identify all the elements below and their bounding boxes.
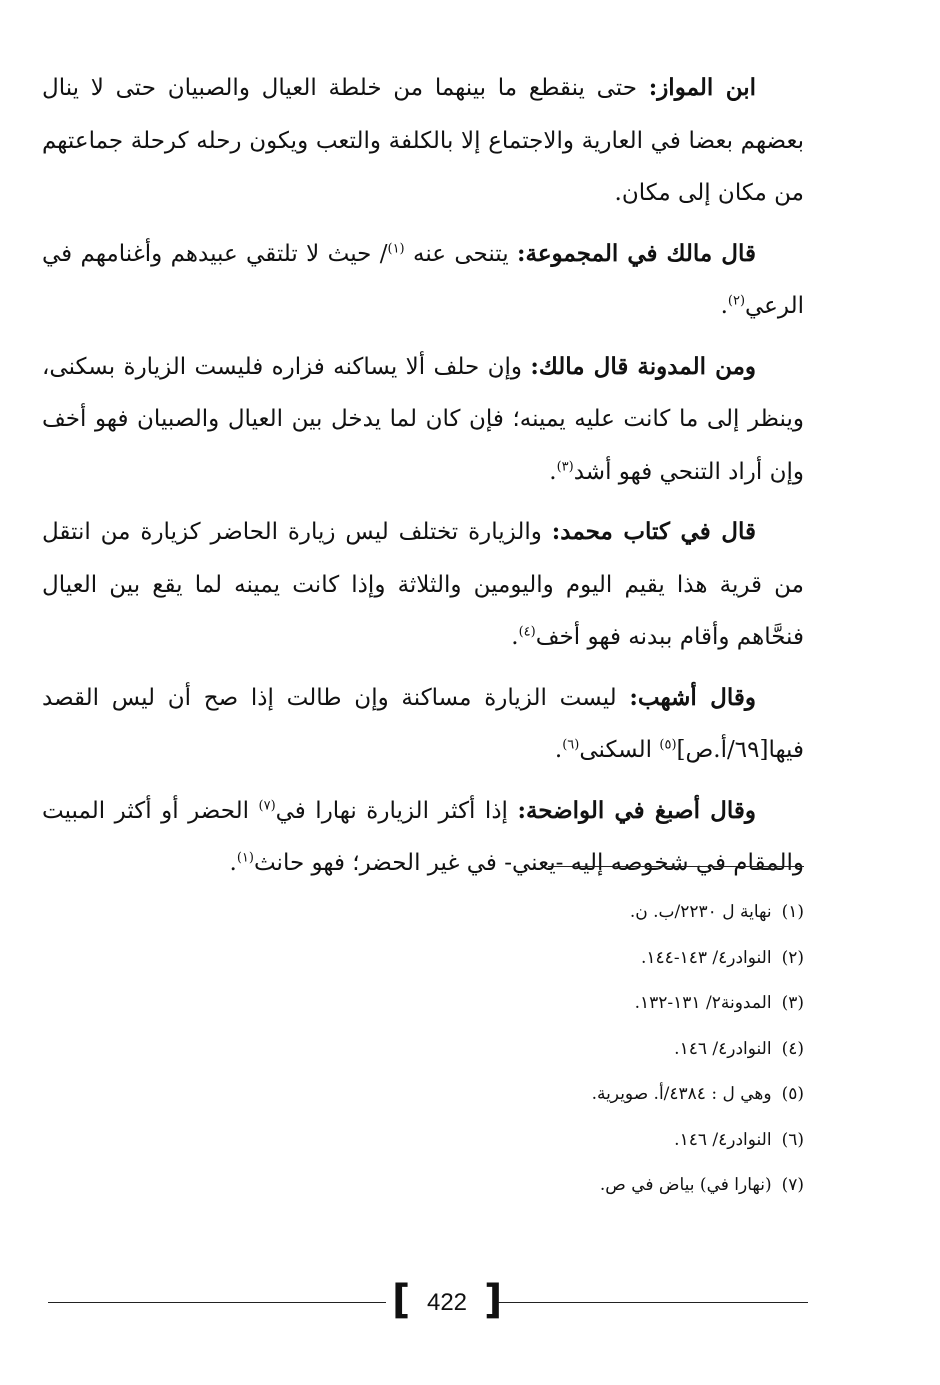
footnote-ref[interactable]: (١) bbox=[387, 240, 405, 256]
footnote-text: النوادر٤/ ١٤٦. bbox=[674, 1038, 772, 1059]
footer-rule-left bbox=[48, 1302, 386, 1303]
footnote-number: (٧) bbox=[781, 1175, 804, 1195]
paragraph-tail: . bbox=[229, 850, 237, 876]
paragraph-text: السكنى bbox=[579, 737, 660, 763]
footnote-item bbox=[42, 941, 804, 987]
footnote-item bbox=[42, 1123, 804, 1169]
footnote-ref[interactable]: (٣) bbox=[556, 458, 574, 474]
footnote-text: وهي ل : ٤٣٨٤/أ. صويرية. bbox=[591, 1084, 772, 1104]
paragraph-text: إذا أكثر الزيارة نهارا في bbox=[275, 797, 508, 824]
body-text bbox=[42, 62, 804, 898]
footnote-number: (٣) bbox=[781, 993, 804, 1013]
footnote-text: نهاية ل ٢٢٣٠/ب. ن. bbox=[629, 902, 772, 922]
footnote-ref[interactable]: (٢) bbox=[727, 293, 746, 309]
paragraph-lead: قال مالك في المجموعة: bbox=[517, 239, 757, 267]
paragraph-text: ليست الزيارة مساكنة وإن طالت إذا صح أن ليس القصد فيها[٦٩/أ.ص] bbox=[42, 684, 804, 763]
paragraph-asbagh bbox=[42, 785, 804, 890]
paragraph-lead: قال في كتاب محمد: bbox=[551, 518, 757, 545]
paragraph-ibn-al-mawwaz bbox=[42, 62, 804, 220]
paragraph-tail: . bbox=[720, 293, 728, 319]
footnote-number: (١) bbox=[781, 902, 804, 922]
footnote-number: (٢) bbox=[781, 947, 804, 968]
page-number: 422 bbox=[426, 1289, 468, 1316]
footnote-text: النوادر٤/ ١٤٦. bbox=[674, 1129, 772, 1150]
paragraph-tail: . bbox=[554, 737, 563, 763]
paragraph-text: والزيارة تختلف ليس زيارة الحاضر كزيارة من انتقل من قرية هذا يقيم اليوم واليومين والثلاثة وإذا كانت يمينه لما يقع بين العيال فنحَّاهم وأقام ببدنه فهو أخف bbox=[42, 519, 804, 650]
paragraph-text: يتنحى عنه bbox=[412, 240, 509, 267]
paragraph-mudawwana bbox=[42, 341, 804, 499]
footnote-ref[interactable]: (٦) bbox=[562, 737, 580, 753]
footnote-text: النوادر٤/ ١٤٣-١٤٤. bbox=[641, 947, 772, 968]
paragraph-tail: . bbox=[511, 624, 519, 650]
footnote-item bbox=[42, 1168, 804, 1214]
footer-bracket-open: [ bbox=[392, 1277, 411, 1323]
paragraph-kitab-muhammad bbox=[42, 506, 804, 664]
footnote-item bbox=[42, 986, 804, 1032]
paragraph-text: / حيث لا تلتقي عبيدهم وأغنامهم في الرعي bbox=[42, 240, 804, 319]
footnote-item bbox=[42, 1077, 804, 1123]
footnote-ref[interactable]: (١) bbox=[236, 850, 254, 866]
footnote-ref[interactable]: (٧) bbox=[258, 797, 276, 813]
paragraph-text: حتى ينقطع ما بينهما من خلطة العيال والصبيان حتى لا ينال بعضهم بعضا في العارية والاجتماع إلا بالكلفة والتعب ويكون رحله كرحلة جماعتهم من مكان إلى مكان. bbox=[42, 75, 804, 206]
page-footer bbox=[48, 1268, 808, 1338]
footnote-number: (٦) bbox=[781, 1129, 804, 1150]
footnote-separator bbox=[548, 866, 804, 867]
footer-bracket-close: ] bbox=[484, 1277, 503, 1323]
paragraph-text: الحضر أو أكثر المبيت والمقام في شخوصه إليه -يعني- في غير الحضر؛ فهو حانث bbox=[42, 797, 804, 876]
footer-rule-right bbox=[498, 1302, 808, 1303]
paragraph-ashhab bbox=[42, 672, 804, 777]
paragraph-text: وإن حلف ألا يساكنه فزاره فليست الزيارة بسكنى، وينظر إلى ما كانت عليه يمينه؛ فإن كان لما يدخل بين العيال والصبيان فهو أخف وإن أراد التنحي فهو أشد bbox=[42, 353, 804, 485]
paragraph-lead: وقال أصبغ في الواضحة: bbox=[517, 796, 756, 824]
footnote-item bbox=[42, 895, 804, 941]
paragraph-malik-majmua bbox=[42, 228, 804, 333]
footnote-text: (نهارا في) بياض في ص. bbox=[599, 1175, 772, 1195]
footnote-ref[interactable]: (٤) bbox=[518, 624, 536, 640]
paragraph-tail: . bbox=[549, 458, 557, 485]
paragraph-lead: ومن المدونة قال مالك: bbox=[530, 352, 757, 380]
footnote-ref[interactable]: (٥) bbox=[659, 737, 677, 753]
footnote-item bbox=[42, 1032, 804, 1078]
footnote-number: (٤) bbox=[781, 1038, 804, 1059]
footnotes bbox=[42, 895, 804, 1214]
paragraph-lead: وقال أشهب: bbox=[629, 683, 756, 711]
footnote-number: (٥) bbox=[781, 1084, 804, 1104]
paragraph-lead: ابن المواز: bbox=[648, 74, 756, 101]
footnote-text: المدونة٢/ ١٣١-١٣٢. bbox=[634, 993, 772, 1013]
